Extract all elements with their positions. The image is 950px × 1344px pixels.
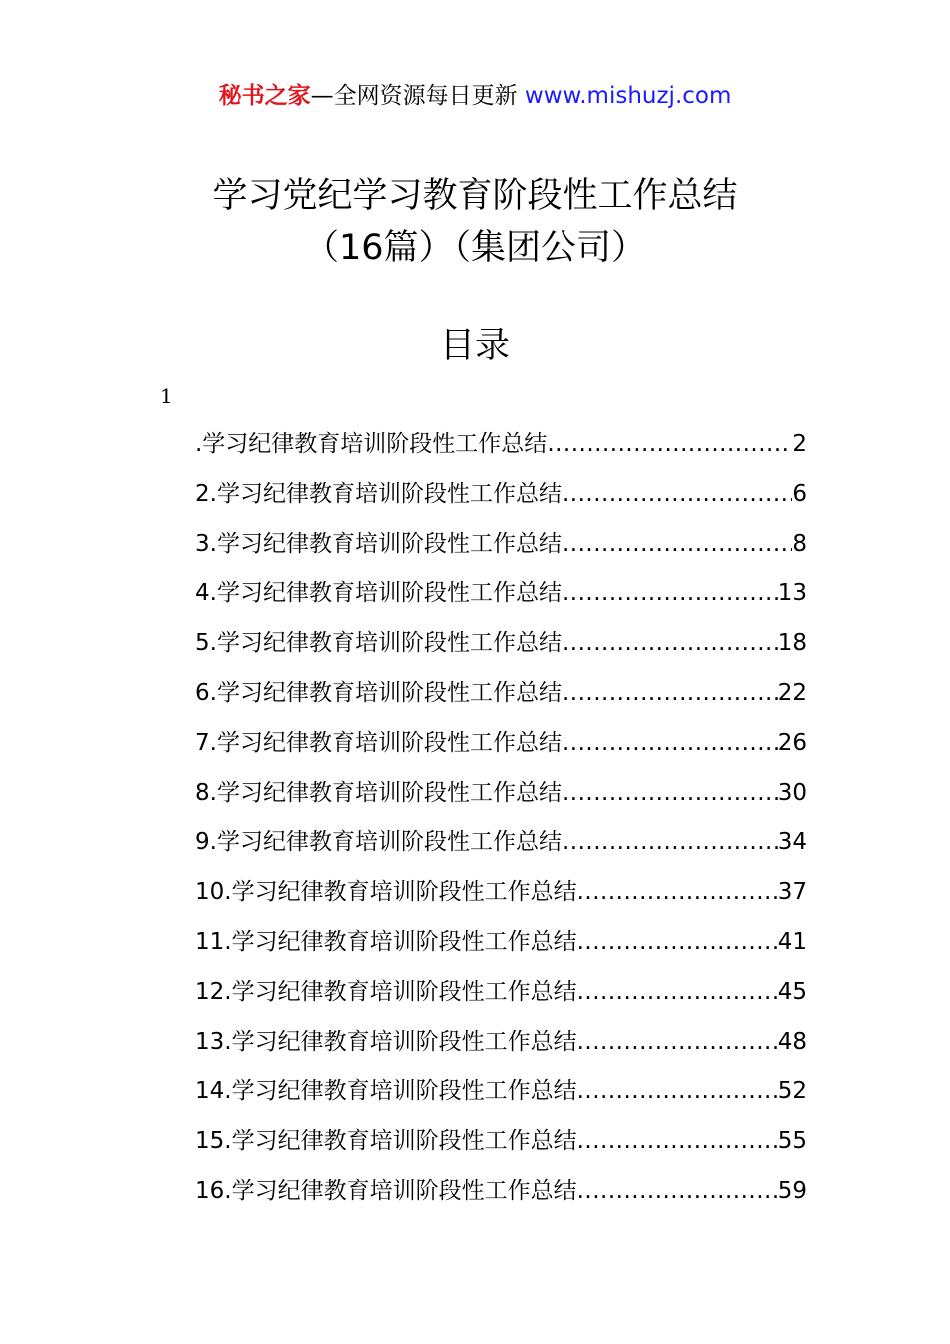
toc-leader-dots <box>562 526 792 562</box>
toc-entry-page: 6 <box>792 480 807 507</box>
toc-entry-label: 11.学习纪律教育培训阶段性工作总结 <box>195 928 577 955</box>
toc-entry-label: 5.学习纪律教育培训阶段性工作总结 <box>195 630 562 657</box>
toc-entry-label: 9.学习纪律教育培训阶段性工作总结 <box>195 829 562 856</box>
toc-entry-label: 12.学习纪律教育培训阶段性工作总结 <box>195 978 577 1005</box>
table-of-contents <box>195 426 807 1223</box>
toc-entry-page: 45 <box>777 978 807 1005</box>
toc-entry-page: 48 <box>777 1028 807 1055</box>
toc-entry[interactable] <box>195 1173 807 1223</box>
toc-leader-dots <box>562 824 778 860</box>
toc-entry-label: 2.学习纪律教育培训阶段性工作总结 <box>195 480 562 507</box>
toc-entry-page: 41 <box>777 928 807 955</box>
toc-entry-page: 34 <box>777 829 807 856</box>
toc-entry-page: 37 <box>777 879 807 906</box>
toc-leader-dots <box>562 675 778 711</box>
toc-entry[interactable] <box>195 725 807 775</box>
toc-heading: 目录 <box>439 326 510 366</box>
toc-leader-dots <box>562 775 778 811</box>
toc-entry-label: 4.学习纪律教育培训阶段性工作总结 <box>195 580 562 607</box>
toc-entry-page: 52 <box>777 1078 807 1105</box>
toc-entry[interactable] <box>195 824 807 874</box>
toc-entry-label: 7.学习纪律教育培训阶段性工作总结 <box>195 729 562 756</box>
toc-leader-dots <box>562 625 778 661</box>
toc-leader-dots <box>562 725 778 761</box>
toc-entry-page: 22 <box>777 679 807 706</box>
toc-entry-label: 8.学习纪律教育培训阶段性工作总结 <box>195 779 562 806</box>
toc-entry-label: 16.学习纪律教育培训阶段性工作总结 <box>195 1177 577 1204</box>
page-header <box>0 80 950 112</box>
toc-entry[interactable] <box>195 426 807 476</box>
toc-entry[interactable] <box>195 575 807 625</box>
toc-entry[interactable] <box>195 874 807 924</box>
toc-entry[interactable] <box>195 924 807 974</box>
toc-entry-page: 59 <box>777 1177 807 1204</box>
site-link[interactable]: www.mishuzj.com <box>524 83 732 109</box>
toc-entry[interactable] <box>195 974 807 1024</box>
toc-entry-page: 2 <box>792 431 807 457</box>
toc-entry[interactable] <box>195 526 807 576</box>
toc-leader-dots <box>577 874 778 910</box>
toc-entry[interactable] <box>195 1123 807 1173</box>
toc-entry[interactable] <box>195 1073 807 1123</box>
toc-entry[interactable] <box>195 1024 807 1074</box>
header-tagline: —全网资源每日更新 <box>310 83 518 109</box>
toc-entry-label: 10.学习纪律教育培训阶段性工作总结 <box>195 879 577 906</box>
toc-entry-page: 26 <box>777 729 807 756</box>
toc-leader-dots <box>577 1123 778 1159</box>
toc-entry[interactable] <box>195 775 807 825</box>
document-subtitle: （16篇）（集团公司） <box>303 228 647 268</box>
toc-marker: 1 <box>160 384 173 408</box>
toc-entry[interactable] <box>195 625 807 675</box>
toc-entry-label: 14.学习纪律教育培训阶段性工作总结 <box>195 1078 577 1105</box>
toc-entry-page: 8 <box>792 530 807 557</box>
toc-entry[interactable] <box>195 675 807 725</box>
toc-entry-label: 13.学习纪律教育培训阶段性工作总结 <box>195 1028 577 1055</box>
toc-entry-page: 13 <box>777 580 807 607</box>
toc-leader-dots <box>577 1173 778 1209</box>
toc-leader-dots <box>577 1073 778 1109</box>
toc-entry[interactable] <box>195 476 807 526</box>
toc-leader-dots <box>547 426 792 462</box>
document-title: 学习党纪学习教育阶段性工作总结 <box>212 176 738 216</box>
toc-entry-page: 18 <box>777 630 807 657</box>
toc-entry-label: .学习纪律教育培训阶段性工作总结 <box>195 431 548 457</box>
toc-leader-dots <box>577 1024 778 1060</box>
toc-entry-label: 15.学习纪律教育培训阶段性工作总结 <box>195 1128 577 1155</box>
toc-entry-page: 30 <box>777 779 807 806</box>
toc-leader-dots <box>577 974 778 1010</box>
brand-name: 秘书之家 <box>218 83 311 109</box>
toc-leader-dots <box>577 924 778 960</box>
toc-entry-page: 55 <box>777 1128 807 1155</box>
toc-leader-dots <box>562 575 778 611</box>
toc-entry-label: 6.学习纪律教育培训阶段性工作总结 <box>195 679 562 706</box>
toc-entry-label: 3.学习纪律教育培训阶段性工作总结 <box>195 530 562 557</box>
toc-leader-dots <box>562 476 792 512</box>
